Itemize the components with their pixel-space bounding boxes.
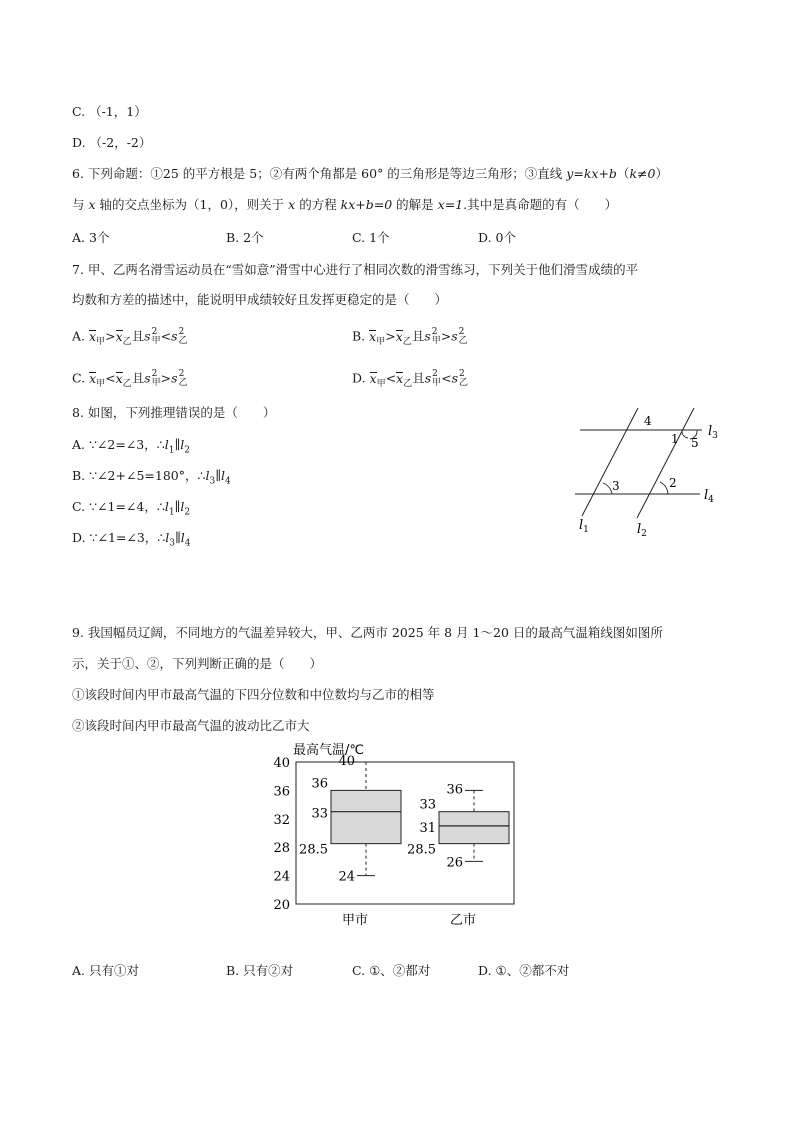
line-l1 xyxy=(582,408,638,516)
max-label-jia: 40 xyxy=(338,754,355,769)
q6-text: 6. 下列命题：①25 的平方根是 5；②有两个角都是 60° 的三角形是等边三角形；③直线 xyxy=(72,166,567,181)
relation: > xyxy=(440,328,452,344)
q9-option-a: A. 只有①对 xyxy=(72,963,139,978)
conjunction: 且 xyxy=(131,370,145,386)
relation: < xyxy=(385,370,397,386)
mean-symbol: x xyxy=(89,328,97,344)
superscript: 2 xyxy=(432,369,438,379)
line-symbol: l xyxy=(180,499,185,514)
q6-solution: x=1 xyxy=(437,197,464,212)
q7-option-b xyxy=(352,328,468,346)
q7-option-c xyxy=(72,370,188,388)
option-letter: D. xyxy=(352,370,366,386)
relation: < xyxy=(160,328,172,344)
line-symbol: l xyxy=(164,437,169,452)
variance-symbol: s xyxy=(451,328,458,344)
relation: < xyxy=(441,370,452,386)
variance-symbol: s xyxy=(424,328,431,344)
subscript: 3 xyxy=(169,538,175,549)
angle-label-2: 2 xyxy=(669,476,677,490)
subscript: 4 xyxy=(184,538,191,549)
q6-text: 的方程 xyxy=(295,197,341,212)
mean-symbol: x xyxy=(89,370,97,386)
q8-option-b xyxy=(72,468,231,487)
q6-equation: y=kx+b xyxy=(566,166,617,181)
angle-label-4: 4 xyxy=(644,414,652,428)
relation: > xyxy=(385,328,396,344)
conjunction: 且 xyxy=(131,328,145,344)
variance-symbol: s xyxy=(144,370,151,386)
angle-label-5: 5 xyxy=(691,436,699,450)
q6-text: ） xyxy=(655,166,668,181)
category-label: 甲市 xyxy=(341,913,369,928)
median-label-yi: 31 xyxy=(419,820,436,836)
q9-stem-line1: 9. 我国幅员辽阔，不同地方的气温差异较大，甲、乙两市 2025 年 8 月 1～20 日的最高气温箱线图如图所 xyxy=(72,625,663,640)
parallel-lines-figure xyxy=(570,402,730,542)
mean-symbol: x xyxy=(396,370,404,386)
q6-var: x xyxy=(288,197,296,212)
subscript: 乙 xyxy=(178,378,188,388)
angle-label-3: 3 xyxy=(612,479,620,493)
line-symbol: l xyxy=(180,530,185,545)
line-label-l3: $l_3$ xyxy=(708,424,718,441)
q5-option-d: D. （-2，-2） xyxy=(72,135,152,150)
subscript: 1 xyxy=(168,445,175,456)
max-label-yi: 36 xyxy=(446,782,463,798)
parallel-symbol: ∥ xyxy=(215,468,221,483)
q9-stem-line2: 示，关于①、②，下列判断正确的是（ ） xyxy=(72,656,323,671)
y-tick-label: 24 xyxy=(273,869,290,885)
mean-symbol: x xyxy=(395,328,403,344)
q7-option-a xyxy=(72,328,188,346)
subscript: 3 xyxy=(209,476,216,487)
angle-arc-1 xyxy=(682,430,688,438)
chart-y-axis-label: 最高气温/℃ xyxy=(293,743,364,758)
y-tick-label: 32 xyxy=(273,812,290,828)
subscript: 甲 xyxy=(151,378,161,388)
q6-option-b: B. 2个 xyxy=(226,230,264,245)
iqr-box-jia xyxy=(331,790,401,843)
category-label: 乙市 xyxy=(449,913,477,928)
q6-stem-line1 xyxy=(72,166,668,182)
q6-stem-line2 xyxy=(72,197,617,213)
line-label-l2: $l_2$ xyxy=(637,522,647,539)
option-text: B. ∵∠2+∠5=180°，∴ xyxy=(72,468,206,483)
superscript: 2 xyxy=(178,327,185,337)
q7-option-d xyxy=(352,370,468,388)
superscript: 2 xyxy=(178,369,185,379)
angle-arc-3 xyxy=(603,483,612,494)
q8-stem: 8. 如图，下列推理错误的是（ ） xyxy=(72,405,276,420)
q8-option-a xyxy=(72,437,190,456)
q1-label-yi: 28.5 xyxy=(407,842,436,858)
subscript: 乙 xyxy=(402,337,412,347)
q9-option-b: B. 只有②对 xyxy=(226,963,294,978)
subscript: 甲 xyxy=(432,378,442,388)
q5-option-c: C. （-1，1） xyxy=(72,104,147,119)
parallel-symbol: ∥ xyxy=(174,437,181,452)
subscript: 4 xyxy=(224,476,231,487)
superscript: 2 xyxy=(151,369,158,379)
mean-symbol: x xyxy=(115,370,123,386)
variance-symbol: s xyxy=(451,370,459,386)
variance-symbol: s xyxy=(171,328,178,344)
q3-label-yi: 33 xyxy=(419,797,436,813)
conjunction: 且 xyxy=(411,328,425,344)
mean-symbol: x xyxy=(115,328,123,344)
option-text: C. ∵∠1=∠4，∴ xyxy=(72,499,165,514)
subscript: 甲 xyxy=(376,379,386,389)
option-letter: A. xyxy=(72,328,86,344)
y-tick-label: 40 xyxy=(273,756,290,771)
min-label-yi: 26 xyxy=(446,855,463,871)
relation: > xyxy=(105,328,116,344)
q6-text: 轴的交点坐标为（1，0），则关于 xyxy=(95,197,289,212)
subscript: 乙 xyxy=(459,378,469,388)
q9-statement-2: ②该段时间内甲市最高气温的波动比乙市大 xyxy=(72,718,310,733)
y-tick-label: 36 xyxy=(273,784,290,800)
q6-option-d: D. 0个 xyxy=(478,230,516,245)
subscript: 乙 xyxy=(458,336,468,346)
min-label-jia: 24 xyxy=(338,869,355,885)
q9-option-c: C. ①、②都对 xyxy=(352,963,431,978)
subscript: 甲 xyxy=(376,337,386,347)
option-letter: C. xyxy=(72,370,86,386)
line-symbol: l xyxy=(164,499,169,514)
option-letter: B. xyxy=(352,328,366,344)
subscript: 甲 xyxy=(96,337,106,347)
parallel-symbol: ∥ xyxy=(175,530,181,545)
q7-stem-line2: 均数和方差的描述中，能说明甲成绩较好且发挥更稳定的是（ ） xyxy=(72,292,448,307)
variance-symbol: s xyxy=(171,370,178,386)
subscript: 2 xyxy=(184,445,190,456)
superscript: 2 xyxy=(151,327,158,337)
line-symbol: l xyxy=(180,437,185,452)
q6-text: （ xyxy=(616,166,630,181)
subscript: 乙 xyxy=(122,379,132,389)
q9-statement-1: ①该段时间内甲市最高气温的下四分位数和中位数均与乙市的相等 xyxy=(72,687,435,702)
q1-label-jia: 28.5 xyxy=(299,842,328,858)
q3-label-jia: 36 xyxy=(311,776,328,792)
line-symbol: l xyxy=(205,468,210,483)
angle-arc-2 xyxy=(660,482,668,494)
y-tick-label: 28 xyxy=(273,841,290,857)
temperature-boxplot xyxy=(260,738,530,930)
line-symbol: l xyxy=(165,530,170,545)
relation: > xyxy=(160,370,172,386)
y-tick-label: 20 xyxy=(273,898,290,913)
line-label-l1: $l_1$ xyxy=(579,518,589,535)
q6-text: 的解是 xyxy=(392,197,438,212)
q6-option-a: A. 3个 xyxy=(72,230,110,245)
subscript: 1 xyxy=(168,507,175,518)
q8-option-d xyxy=(72,530,191,549)
superscript: 2 xyxy=(459,369,465,379)
line-symbol: l xyxy=(220,468,225,483)
superscript: 2 xyxy=(431,327,438,337)
superscript: 2 xyxy=(458,327,465,337)
subscript: 乙 xyxy=(122,337,132,347)
mean-symbol: x xyxy=(369,370,377,386)
subscript: 乙 xyxy=(403,379,413,389)
q9-option-d: D. ①、②都不对 xyxy=(478,963,570,978)
q6-text: .其中是真命题的有（ ） xyxy=(463,197,618,212)
subscript: 甲 xyxy=(96,379,106,389)
q6-var: x xyxy=(88,197,96,212)
iqr-box-yi xyxy=(439,812,509,844)
line-label-l4: $l_4$ xyxy=(704,488,714,505)
median-label-jia: 33 xyxy=(311,806,328,822)
subscript: 2 xyxy=(184,507,191,518)
variance-symbol: s xyxy=(144,328,151,344)
variance-symbol: s xyxy=(424,370,432,386)
subscript: 甲 xyxy=(151,336,161,346)
conjunction: 且 xyxy=(412,370,425,386)
mean-symbol: x xyxy=(369,328,377,344)
angle-label-1: 1 xyxy=(671,432,679,446)
option-text: A. ∵∠2=∠3，∴ xyxy=(72,437,165,452)
q6-equation: kx+b=0 xyxy=(340,197,393,212)
relation: < xyxy=(105,370,116,386)
subscript: 乙 xyxy=(178,336,188,346)
q6-text: 与 xyxy=(72,197,89,212)
q8-option-c xyxy=(72,499,191,518)
option-text: D. ∵∠1=∠3，∴ xyxy=(72,530,166,545)
q6-option-c: C. 1个 xyxy=(352,230,390,245)
subscript: 甲 xyxy=(431,336,441,346)
parallel-symbol: ∥ xyxy=(174,499,181,514)
q7-stem-line1: 7. 甲、乙两名滑雪运动员在“雪如意”滑雪中心进行了相同次数的滑雪练习，下列关于他们滑雪成绩的平 xyxy=(72,262,639,277)
q6-condition: k≠0 xyxy=(629,166,656,181)
